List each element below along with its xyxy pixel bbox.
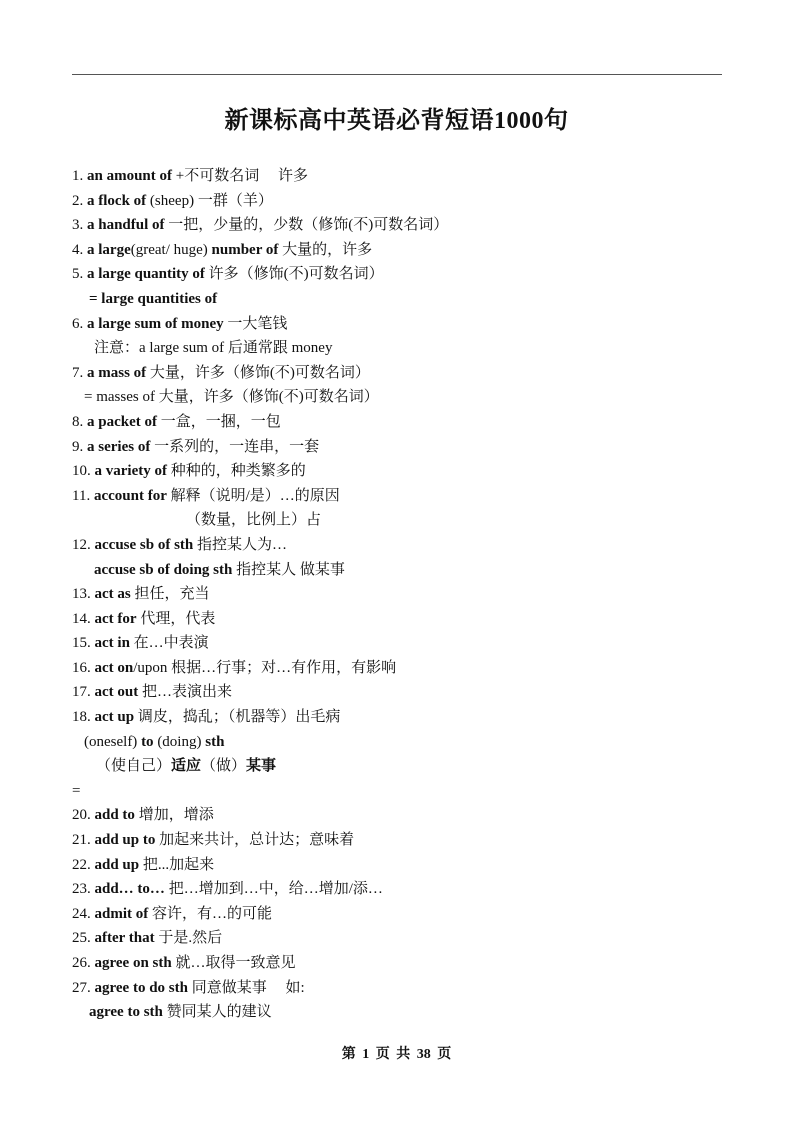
item-phrase: act out	[94, 684, 139, 701]
list-item	[0, 730, 793, 755]
list-item	[0, 484, 793, 509]
item-number: 11.	[72, 487, 94, 504]
item-phrase: = large quantities of	[89, 290, 218, 307]
item-meaning: 同意做某事 如:	[187, 979, 305, 996]
item-meaning: 种种的，种类繁多的	[166, 463, 306, 480]
item-number: 5.	[72, 266, 87, 283]
list-item	[0, 213, 793, 238]
item-number: 8.	[72, 413, 87, 430]
item-phrase: a flock of	[87, 192, 147, 209]
item-meaning: 把...加起来	[139, 856, 215, 873]
list-item	[0, 976, 793, 1001]
item-meaning: 就…取得一致意见	[171, 955, 296, 971]
item-number: 25.	[72, 930, 95, 947]
item-number: 27.	[72, 979, 95, 996]
item-phrase: act on	[94, 659, 134, 676]
item-meaning: =	[72, 782, 81, 799]
item-phrase: accuse sb of sth	[94, 536, 194, 553]
item-meaning: 大量，许多（修饰(不)可数名词）	[146, 364, 370, 381]
list-item	[0, 361, 793, 386]
item-phrase: add up	[94, 856, 140, 873]
list-item	[0, 312, 793, 337]
item-meaning: 许多（修饰(不)可数名词）	[204, 266, 384, 283]
item-meaning: 容许，有…的可能	[148, 905, 273, 922]
item-number: 12.	[72, 536, 95, 553]
item-meaning: 在…中表演	[129, 635, 209, 652]
item-phrase: add to	[94, 807, 135, 824]
item-phrase: a large	[87, 241, 131, 258]
item-meaning: = masses of 大量，许多（修饰(不)可数名词）	[84, 389, 379, 406]
list-item	[0, 189, 793, 214]
item-meaning: (oneself)	[84, 733, 142, 750]
item-number: 24.	[72, 905, 95, 922]
item-number: 17.	[72, 684, 95, 701]
item-phrase: a mass of	[87, 364, 147, 381]
list-item	[0, 828, 793, 853]
list-item	[0, 656, 793, 681]
item-meaning: /upon 根据…行事；对…有作用，有影响	[133, 659, 397, 676]
item-phrase: a large quantity of	[87, 266, 205, 283]
item-phrase: account for	[93, 487, 167, 504]
item-phrase: act in	[94, 635, 130, 652]
list-item	[0, 1000, 793, 1025]
item-phrase: a packet of	[87, 413, 157, 430]
item-number: 2.	[72, 192, 87, 209]
item-meaning: 把…表演出来	[138, 684, 233, 701]
item-phrase: agree on sth	[94, 955, 172, 971]
phrase-list	[0, 164, 793, 1025]
item-meaning-key: sth	[205, 733, 225, 750]
item-meaning: 指控某人 做某事	[232, 561, 345, 578]
item-note: （使自己）	[96, 758, 172, 775]
item-phrase: a variety of	[94, 463, 167, 480]
header-rule	[72, 74, 722, 75]
list-item	[0, 508, 793, 533]
list-item	[0, 336, 793, 361]
list-item	[0, 287, 793, 312]
item-meaning: 指控某人为…	[193, 536, 288, 553]
item-meaning: （数量，比例上）占	[186, 512, 322, 529]
item-meaning: +不可数名词 许多	[172, 168, 308, 184]
item-phrase: add up to	[94, 832, 156, 849]
list-item	[0, 459, 793, 484]
item-number: 16.	[72, 659, 95, 676]
item-number: 3.	[72, 217, 87, 234]
item-phrase: a handful of	[87, 217, 165, 234]
item-note: 注意：a large sum of 后通常跟 money	[94, 340, 333, 357]
list-item	[0, 803, 793, 828]
item-meaning: 加起来共计，总计达；意味着	[155, 832, 355, 849]
item-number: 14.	[72, 610, 95, 627]
item-number: 15.	[72, 635, 95, 652]
item-meaning: 解释（说明/是）…的原因	[166, 487, 340, 504]
list-item	[0, 853, 793, 878]
item-number: 9.	[72, 438, 87, 455]
item-phrase: act up	[94, 709, 135, 726]
item-meaning: 一系列的，一连串，一套	[150, 438, 320, 455]
item-phrase: number of	[211, 241, 279, 258]
item-phrase: agree to do sth	[94, 979, 188, 996]
list-item	[0, 582, 793, 607]
item-phrase: act for	[94, 610, 137, 627]
item-phrase: 适应	[171, 758, 202, 775]
item-meaning: (sheep) 一群（羊）	[146, 192, 273, 209]
item-number: 6.	[72, 315, 87, 332]
item-phrase: add… to…	[94, 881, 165, 898]
item-number: 23.	[72, 881, 95, 898]
item-number: 22.	[72, 856, 95, 873]
item-phrase: act as	[94, 586, 131, 603]
item-note: （做）	[201, 758, 247, 775]
item-meaning: 于是.然后	[154, 930, 223, 947]
list-item	[0, 926, 793, 951]
item-meaning: 把…增加到…中，给…增加/添…	[164, 881, 383, 898]
item-meaning: 一盒，一捆，一包	[157, 413, 281, 430]
list-item	[0, 779, 793, 804]
list-item	[0, 902, 793, 927]
item-number: 18.	[72, 709, 95, 726]
item-phrase: a series of	[87, 438, 151, 455]
list-item	[0, 754, 793, 779]
list-item	[0, 262, 793, 287]
item-note: (great/ huge)	[130, 241, 212, 258]
item-phrase: accuse sb of doing sth	[94, 561, 233, 578]
item-phrase: agree to sth	[89, 1004, 163, 1021]
item-meaning: 代理，代表	[136, 610, 216, 627]
item-meaning: 大量的，许多	[278, 241, 373, 258]
list-item	[0, 410, 793, 435]
page-title: 新课标高中英语必背短语1000句	[224, 108, 569, 134]
list-item	[0, 238, 793, 263]
item-phrase: 某事	[246, 758, 277, 775]
item-phrase: after that	[94, 930, 155, 947]
item-number: 7.	[72, 364, 87, 381]
item-number: 20.	[72, 807, 95, 824]
item-number: 1.	[72, 168, 87, 184]
item-phrase: an amount of	[87, 168, 173, 184]
item-number: 26.	[72, 955, 95, 971]
list-item	[0, 435, 793, 460]
item-note: 调皮，捣乱；（机器等）出毛病	[134, 709, 341, 726]
list-item	[0, 951, 793, 976]
list-item	[0, 680, 793, 705]
item-meaning: 一大笔钱	[223, 315, 288, 332]
list-item	[0, 164, 793, 189]
item-number: 10.	[72, 463, 95, 480]
list-item	[0, 558, 793, 583]
item-meaning: 一把，少量的，少数（修饰(不)可数名词）	[164, 217, 449, 234]
page-footer: 第 1 页 共 38 页	[341, 1047, 452, 1062]
item-phrase: a large sum of money	[87, 315, 224, 332]
item-number: 13.	[72, 586, 95, 603]
item-meaning-key: to	[141, 733, 154, 750]
item-meaning: 增加，增添	[134, 807, 214, 824]
list-item	[0, 705, 793, 730]
item-meaning: (doing)	[153, 733, 206, 750]
list-item	[0, 533, 793, 558]
item-meaning: 赞同某人的建议	[162, 1004, 272, 1021]
item-phrase: admit of	[94, 905, 149, 922]
item-meaning: 担任，充当	[130, 586, 210, 603]
list-item	[0, 631, 793, 656]
item-number: 4.	[72, 241, 87, 258]
list-item	[0, 385, 793, 410]
list-item	[0, 607, 793, 632]
item-number: 21.	[72, 832, 95, 849]
list-item	[0, 877, 793, 902]
